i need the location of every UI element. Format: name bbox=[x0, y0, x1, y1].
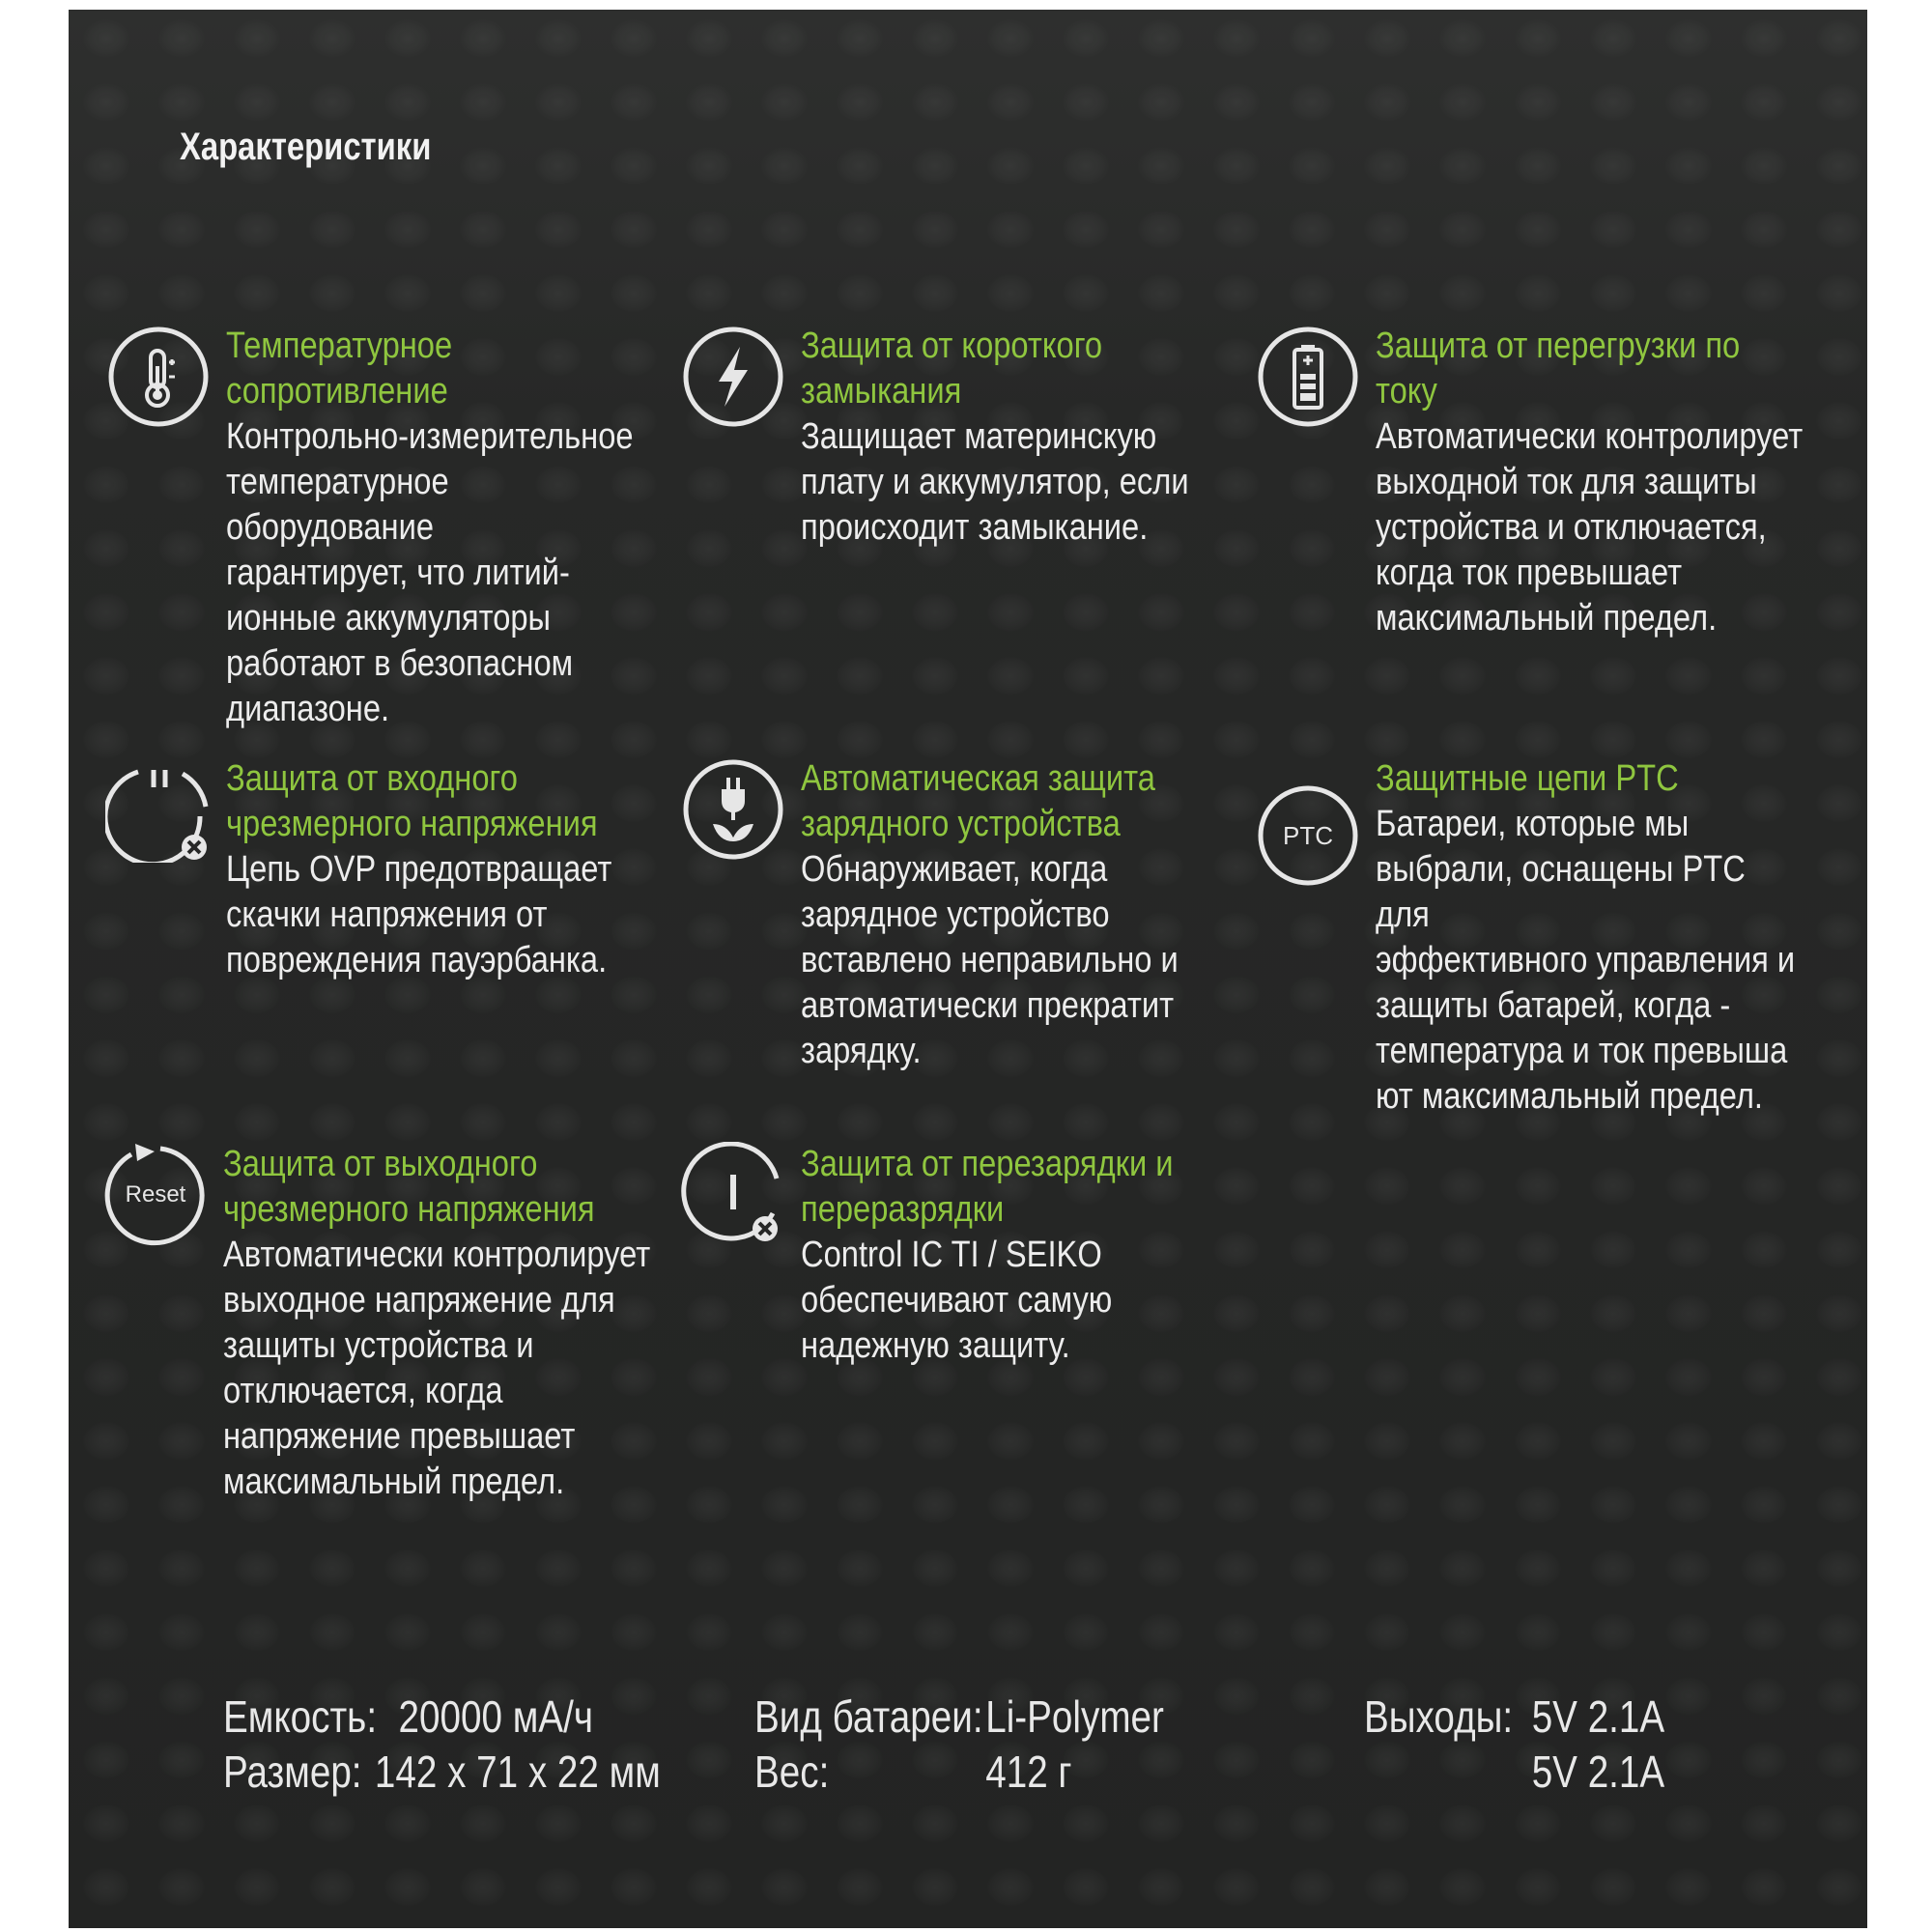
input-voltage-icon bbox=[105, 756, 212, 863]
spec-value: 412 г bbox=[985, 1747, 1072, 1797]
spec-value: 20000 мА/ч bbox=[398, 1691, 593, 1742]
feature-title: Защита от выходного чрезмерного напряжения bbox=[223, 1144, 595, 1230]
feature-title: Защита от перезарядки и переразрядки bbox=[801, 1144, 1174, 1230]
feature-description: Контрольно-измерительное температурное оборудование гарантирует, что литий- ионные аккумуляторы работают в безопасном диапазоне. bbox=[226, 416, 634, 729]
page-title: Характеристики bbox=[180, 126, 432, 168]
feature-text bbox=[801, 756, 1233, 1074]
feature-text bbox=[226, 324, 658, 732]
feature-description: Автоматически контролирует выходной ток для защиты устройства и отключается, когда ток превышает максимальный предел. bbox=[1376, 416, 1804, 639]
feature-description: Control IC TI / SEIKO обеспечивают самую надежную защиту. bbox=[801, 1235, 1113, 1366]
spec-label: Размер: bbox=[223, 1747, 362, 1797]
spec-battery-type bbox=[754, 1690, 1164, 1743]
plug-icon bbox=[680, 756, 786, 863]
spec-value: 142 x 71 x 22 мм bbox=[374, 1747, 661, 1797]
feature-title: Защита от короткого замыкания bbox=[801, 326, 1103, 412]
spec-weight bbox=[754, 1746, 1072, 1798]
feature-text bbox=[801, 324, 1233, 551]
spec-value: 5V 2.1A bbox=[1531, 1691, 1665, 1742]
feature-title: Температурное сопротивление bbox=[226, 326, 453, 412]
feature-description: Защищает материнскую плату и аккумулятор, если происходит замыкание. bbox=[801, 416, 1189, 548]
lightning-icon bbox=[680, 324, 786, 430]
spec-outputs-second bbox=[1364, 1746, 1664, 1798]
feature-title: Защитные цепи PTC bbox=[1376, 758, 1679, 799]
feature-description: Автоматически контролирует выходное напряжение для защиты устройства и отключается, когда напряжение превышает максимальный предел. bbox=[223, 1235, 651, 1502]
package-panel bbox=[69, 10, 1867, 1928]
feature-text bbox=[801, 1142, 1233, 1369]
ptc-icon-label: PTC bbox=[1283, 821, 1333, 850]
feature-description: Цепь OVP предотвращает скачки напряжения от повреждения пауэрбанка. bbox=[226, 849, 612, 980]
feature-title: Автоматическая защита зарядного устройства bbox=[801, 758, 1155, 844]
spec-outputs bbox=[1364, 1690, 1664, 1743]
spec-size bbox=[223, 1746, 661, 1798]
spec-value: Li-Polymer bbox=[985, 1691, 1164, 1742]
feature-title: Защита от входного чрезмерного напряжения bbox=[226, 758, 598, 844]
spec-value: 5V 2.1A bbox=[1531, 1747, 1665, 1797]
feature-text bbox=[1376, 324, 1807, 641]
spec-capacity bbox=[223, 1690, 593, 1743]
feature-description: Батареи, которые мы выбрали, оснащены PTC для эффективного управления и защиты батарей, когда - температура и ток превыша ют максимальный предел. bbox=[1376, 804, 1796, 1117]
feature-text bbox=[1376, 756, 1807, 1120]
battery-icon bbox=[1255, 324, 1361, 430]
overcharge-icon bbox=[680, 1142, 786, 1248]
spec-label: Вид батареи: bbox=[754, 1691, 983, 1742]
reset-icon-label: Reset bbox=[125, 1181, 186, 1208]
feature-title: Защита от перегрузки по току bbox=[1376, 326, 1741, 412]
spec-label: Вес: bbox=[754, 1747, 830, 1797]
spec-label: Емкость: bbox=[223, 1691, 378, 1742]
feature-description: Обнаруживает, когда зарядное устройство вставлено неправильно и автоматически прекратит зарядку. bbox=[801, 849, 1179, 1071]
spec-label: Выходы: bbox=[1364, 1691, 1514, 1742]
feature-text bbox=[226, 756, 658, 983]
thermometer-icon bbox=[105, 324, 212, 430]
feature-text bbox=[223, 1142, 655, 1505]
